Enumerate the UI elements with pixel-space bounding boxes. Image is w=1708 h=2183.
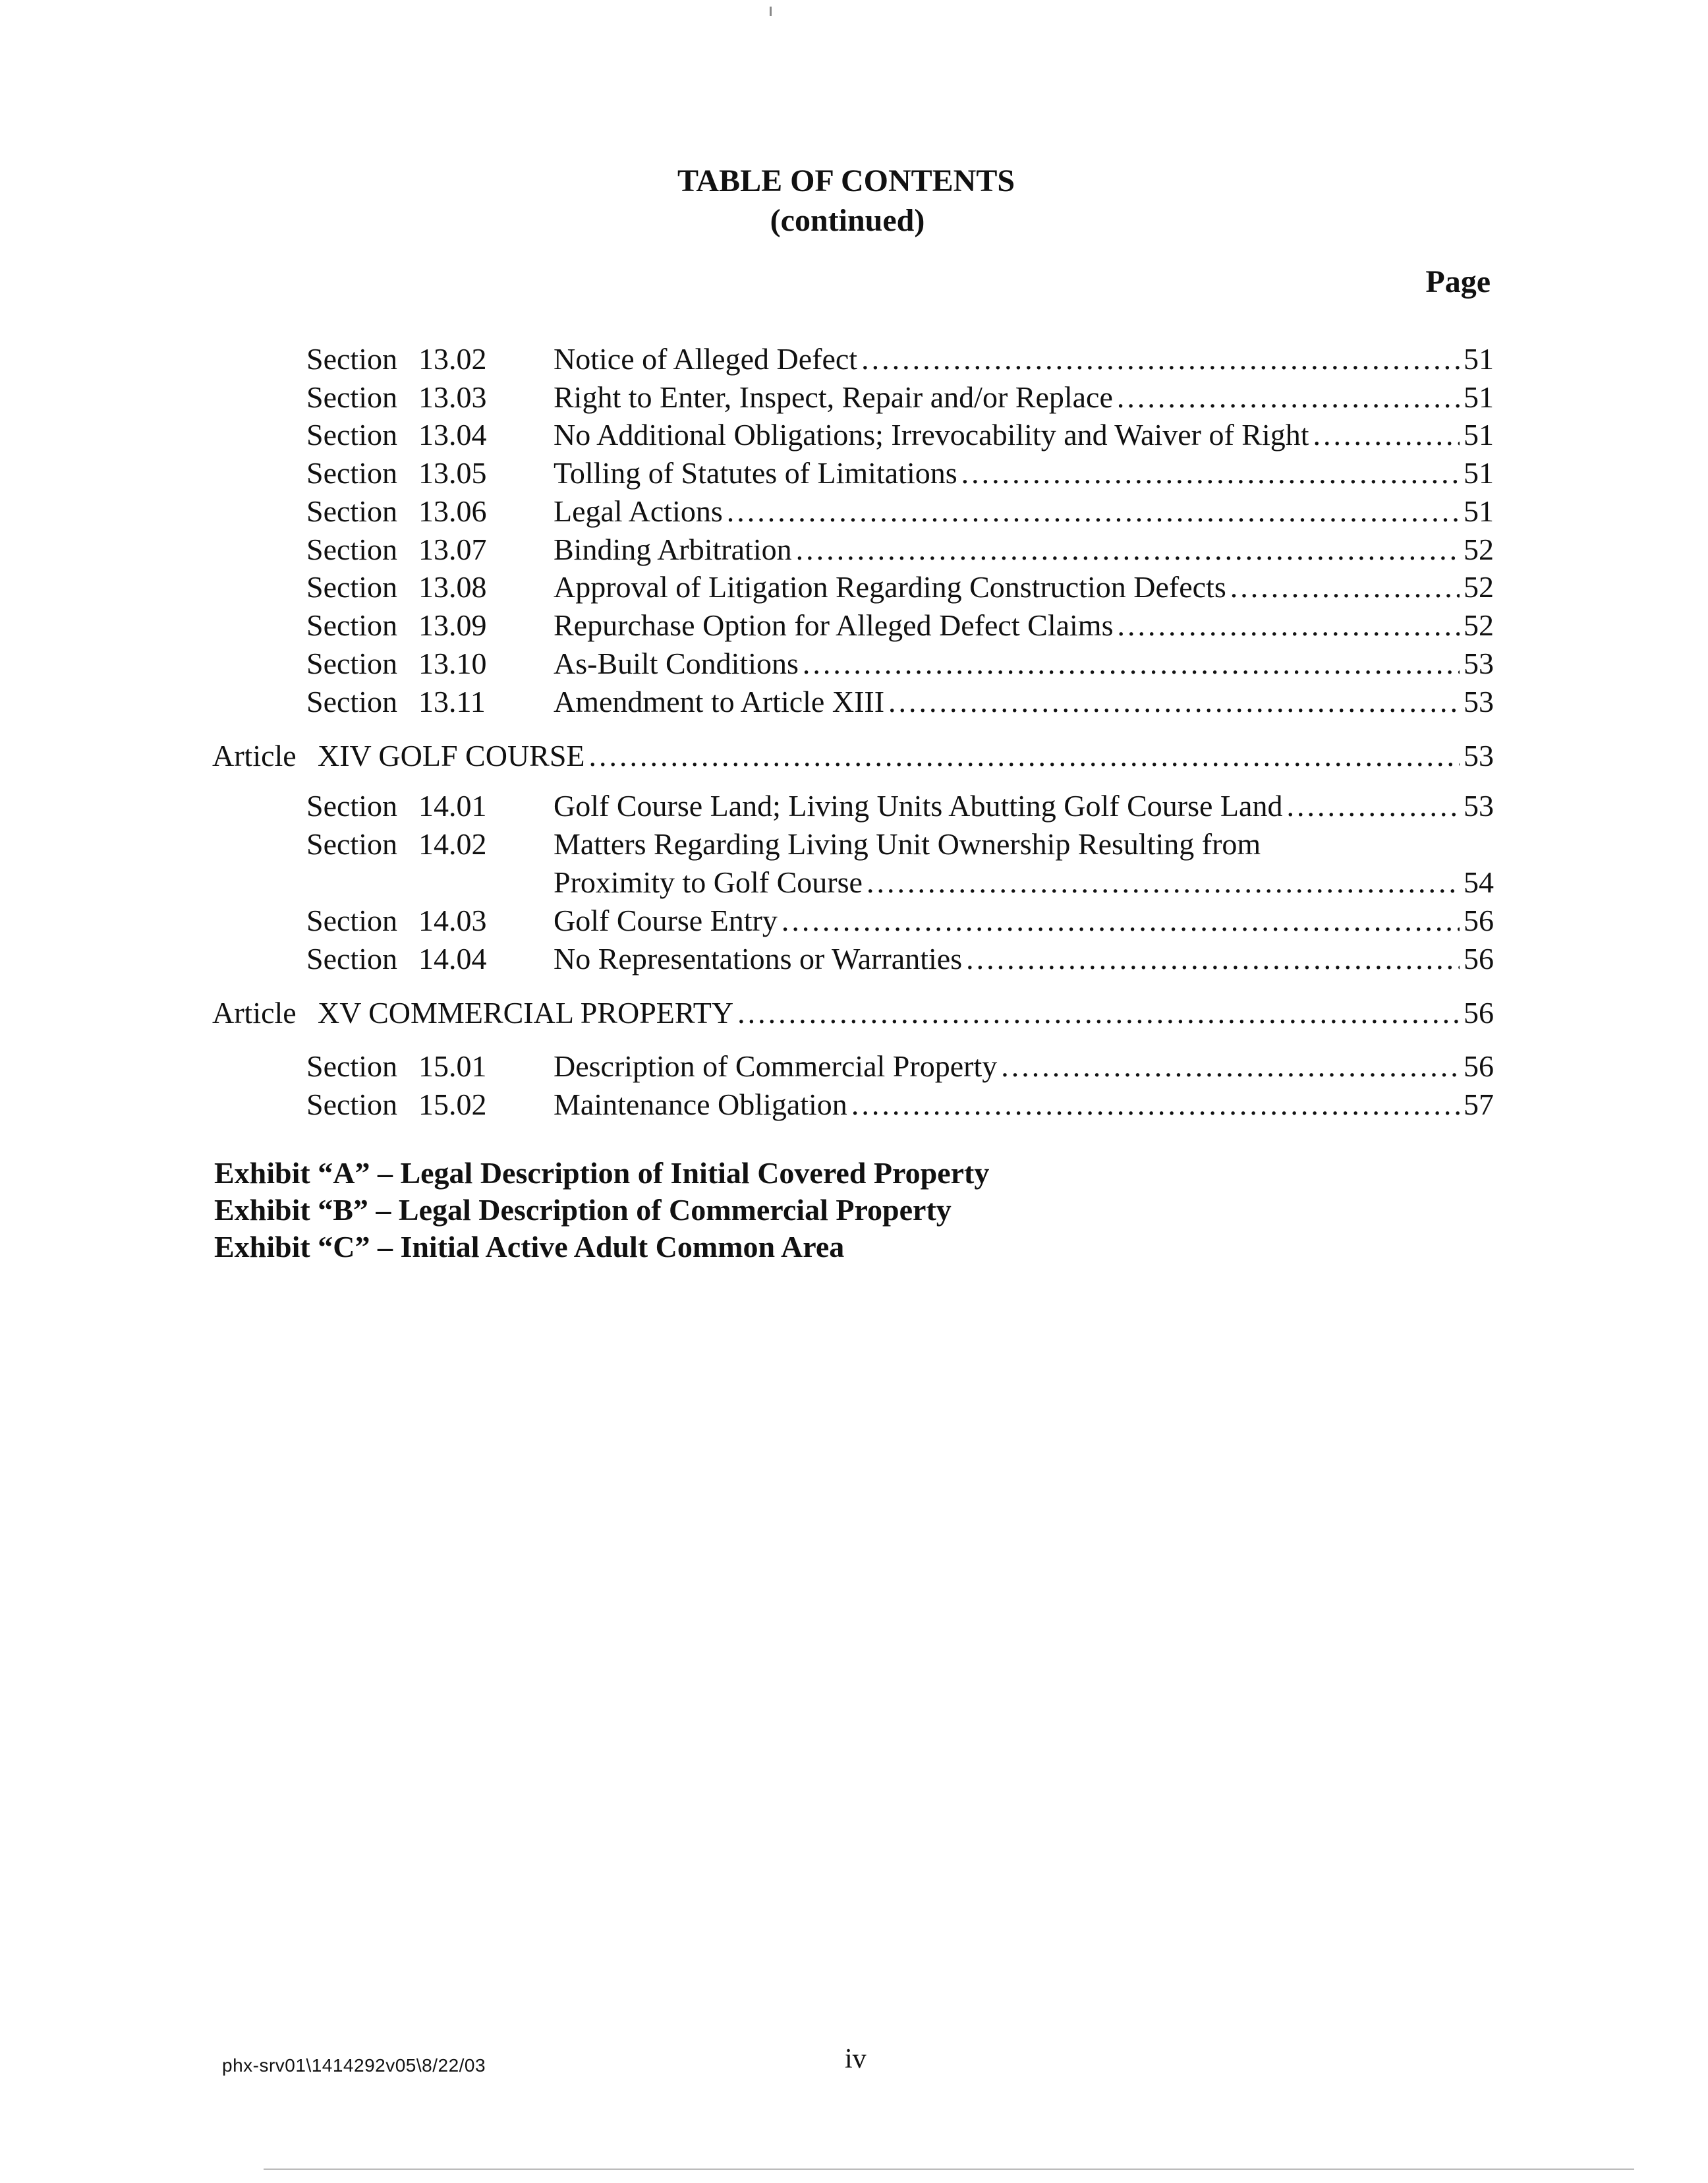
exhibit-item: Exhibit “A” – Legal Description of Initial Covered Property — [214, 1156, 990, 1190]
section-label: Section — [306, 1049, 397, 1083]
dot-leader — [589, 737, 1460, 775]
article-title: XIV GOLF COURSE — [318, 739, 585, 772]
section-label: Section — [306, 904, 397, 937]
toc-entry — [306, 606, 1494, 645]
section-label: Section — [306, 456, 397, 490]
section-title: As-Built Conditions — [554, 647, 799, 680]
section-title-continuation: Proximity to Golf Course — [554, 865, 863, 899]
dot-leader — [966, 940, 1460, 978]
page-number: 53 — [1464, 739, 1494, 772]
section-number: 13.10 — [418, 647, 487, 680]
page-number: 52 — [1464, 533, 1494, 566]
section-title: Description of Commercial Property — [554, 1049, 998, 1083]
section-title: Maintenance Obligation — [554, 1088, 847, 1121]
page-number: 52 — [1464, 570, 1494, 604]
page-column-label: Page — [1425, 264, 1491, 299]
dot-leader — [737, 994, 1460, 1032]
dot-leader — [961, 454, 1460, 492]
page-number: 56 — [1464, 942, 1494, 975]
section-title: Approval of Litigation Regarding Construction Defects — [554, 570, 1226, 604]
page-number: 56 — [1464, 996, 1494, 1030]
dot-leader — [1117, 378, 1460, 417]
section-number: 13.09 — [418, 608, 487, 642]
section-title: Matters Regarding Living Unit Ownership Resulting from — [554, 827, 1261, 861]
section-title: Legal Actions — [554, 494, 723, 528]
section-number: 13.08 — [418, 570, 487, 604]
dot-leader — [803, 645, 1460, 683]
page-number: 56 — [1464, 1049, 1494, 1083]
section-number: 13.07 — [418, 533, 487, 566]
section-title: Repurchase Option for Alleged Defect Claims — [554, 608, 1114, 642]
scan-edge-line — [264, 2168, 1634, 2170]
toc-entry — [306, 902, 1494, 940]
toc-entry — [306, 340, 1494, 378]
toc-entry-continuation — [306, 863, 1494, 902]
toc-header — [0, 161, 1708, 241]
exhibit-list — [214, 1155, 989, 1266]
page-title: TABLE OF CONTENTS — [677, 163, 1015, 198]
article-label: Article — [212, 996, 297, 1030]
section-number: 13.11 — [418, 685, 486, 718]
section-label: Section — [306, 685, 397, 718]
section-label: Section — [306, 789, 397, 823]
dot-leader — [1001, 1047, 1460, 1086]
section-title: Golf Course Entry — [554, 904, 778, 937]
dot-leader — [782, 902, 1460, 940]
toc-entry — [306, 645, 1494, 683]
page-number: 53 — [1464, 685, 1494, 718]
section-number: 13.02 — [418, 342, 487, 376]
dot-leader — [1230, 568, 1460, 606]
section-label: Section — [306, 380, 397, 414]
toc-entry — [306, 568, 1494, 606]
page-number: 52 — [1464, 608, 1494, 642]
section-label: Section — [306, 1088, 397, 1121]
toc-article-entry — [212, 994, 1494, 1032]
section-label: Section — [306, 608, 397, 642]
page-number: 51 — [1464, 494, 1494, 528]
section-label: Section — [306, 827, 397, 861]
page-number: 51 — [1464, 456, 1494, 490]
toc-entry — [306, 825, 1494, 863]
page-number: 53 — [1464, 789, 1494, 823]
section-label: Section — [306, 418, 397, 451]
page-number: 54 — [1464, 865, 1494, 899]
exhibit-item: Exhibit “B” – Legal Description of Commercial Property — [214, 1193, 952, 1227]
article-title: XV COMMERCIAL PROPERTY — [318, 996, 734, 1030]
dot-leader — [1286, 787, 1460, 825]
page-number: 57 — [1464, 1088, 1494, 1121]
toc-entry — [306, 454, 1494, 492]
section-number: 14.02 — [418, 827, 487, 861]
dot-leader — [867, 863, 1460, 902]
dot-leader — [851, 1086, 1460, 1124]
section-label: Section — [306, 942, 397, 975]
section-number: 15.02 — [418, 1088, 487, 1121]
scan-mark — [770, 7, 772, 16]
dot-leader — [861, 340, 1460, 378]
section-number: 14.03 — [418, 904, 487, 937]
toc-entry — [306, 378, 1494, 417]
section-label: Section — [306, 570, 397, 604]
article-label: Article — [212, 739, 297, 772]
section-title: Right to Enter, Inspect, Repair and/or Replace — [554, 380, 1113, 414]
toc-entry — [306, 683, 1494, 721]
section-label: Section — [306, 342, 397, 376]
section-title: Binding Arbitration — [554, 533, 792, 566]
section-number: 13.06 — [418, 494, 487, 528]
page-number: 56 — [1464, 904, 1494, 937]
toc-entry — [306, 531, 1494, 569]
section-number: 13.03 — [418, 380, 487, 414]
exhibit-item: Exhibit “C” – Initial Active Adult Common Area — [214, 1230, 845, 1264]
toc-entry — [306, 1086, 1494, 1124]
page-number: 51 — [1464, 418, 1494, 451]
page-number: 53 — [1464, 647, 1494, 680]
dot-leader — [727, 492, 1460, 531]
section-title: Notice of Alleged Defect — [554, 342, 858, 376]
toc-article-entry — [212, 737, 1494, 775]
toc-entry — [306, 492, 1494, 531]
section-label: Section — [306, 494, 397, 528]
toc-entry — [306, 416, 1494, 454]
toc-entry — [306, 940, 1494, 978]
dot-leader — [1313, 416, 1460, 454]
footer-page-number: iv — [845, 2044, 867, 2074]
footer-document-reference: phx-srv01\1414292v05\8/22/03 — [222, 2055, 486, 2076]
section-title: Amendment to Article XIII — [554, 685, 885, 718]
toc-entry — [306, 1047, 1494, 1086]
dot-leader — [888, 683, 1460, 721]
page-subtitle: (continued) — [770, 203, 925, 238]
section-label: Section — [306, 647, 397, 680]
section-title: Tolling of Statutes of Limitations — [554, 456, 957, 490]
dot-leader — [796, 531, 1460, 569]
section-number: 13.05 — [418, 456, 487, 490]
page-number: 51 — [1464, 380, 1494, 414]
section-title: No Additional Obligations; Irrevocability and Waiver of Right — [554, 418, 1309, 451]
section-title: Golf Course Land; Living Units Abutting Golf Course Land — [554, 789, 1283, 823]
section-number: 14.04 — [418, 942, 487, 975]
section-label: Section — [306, 533, 397, 566]
dot-leader — [1117, 606, 1460, 645]
section-number: 13.04 — [418, 418, 487, 451]
page-number: 51 — [1464, 342, 1494, 376]
section-title: No Representations or Warranties — [554, 942, 963, 975]
section-number: 15.01 — [418, 1049, 487, 1083]
toc-entry — [306, 787, 1494, 825]
section-number: 14.01 — [418, 789, 487, 823]
